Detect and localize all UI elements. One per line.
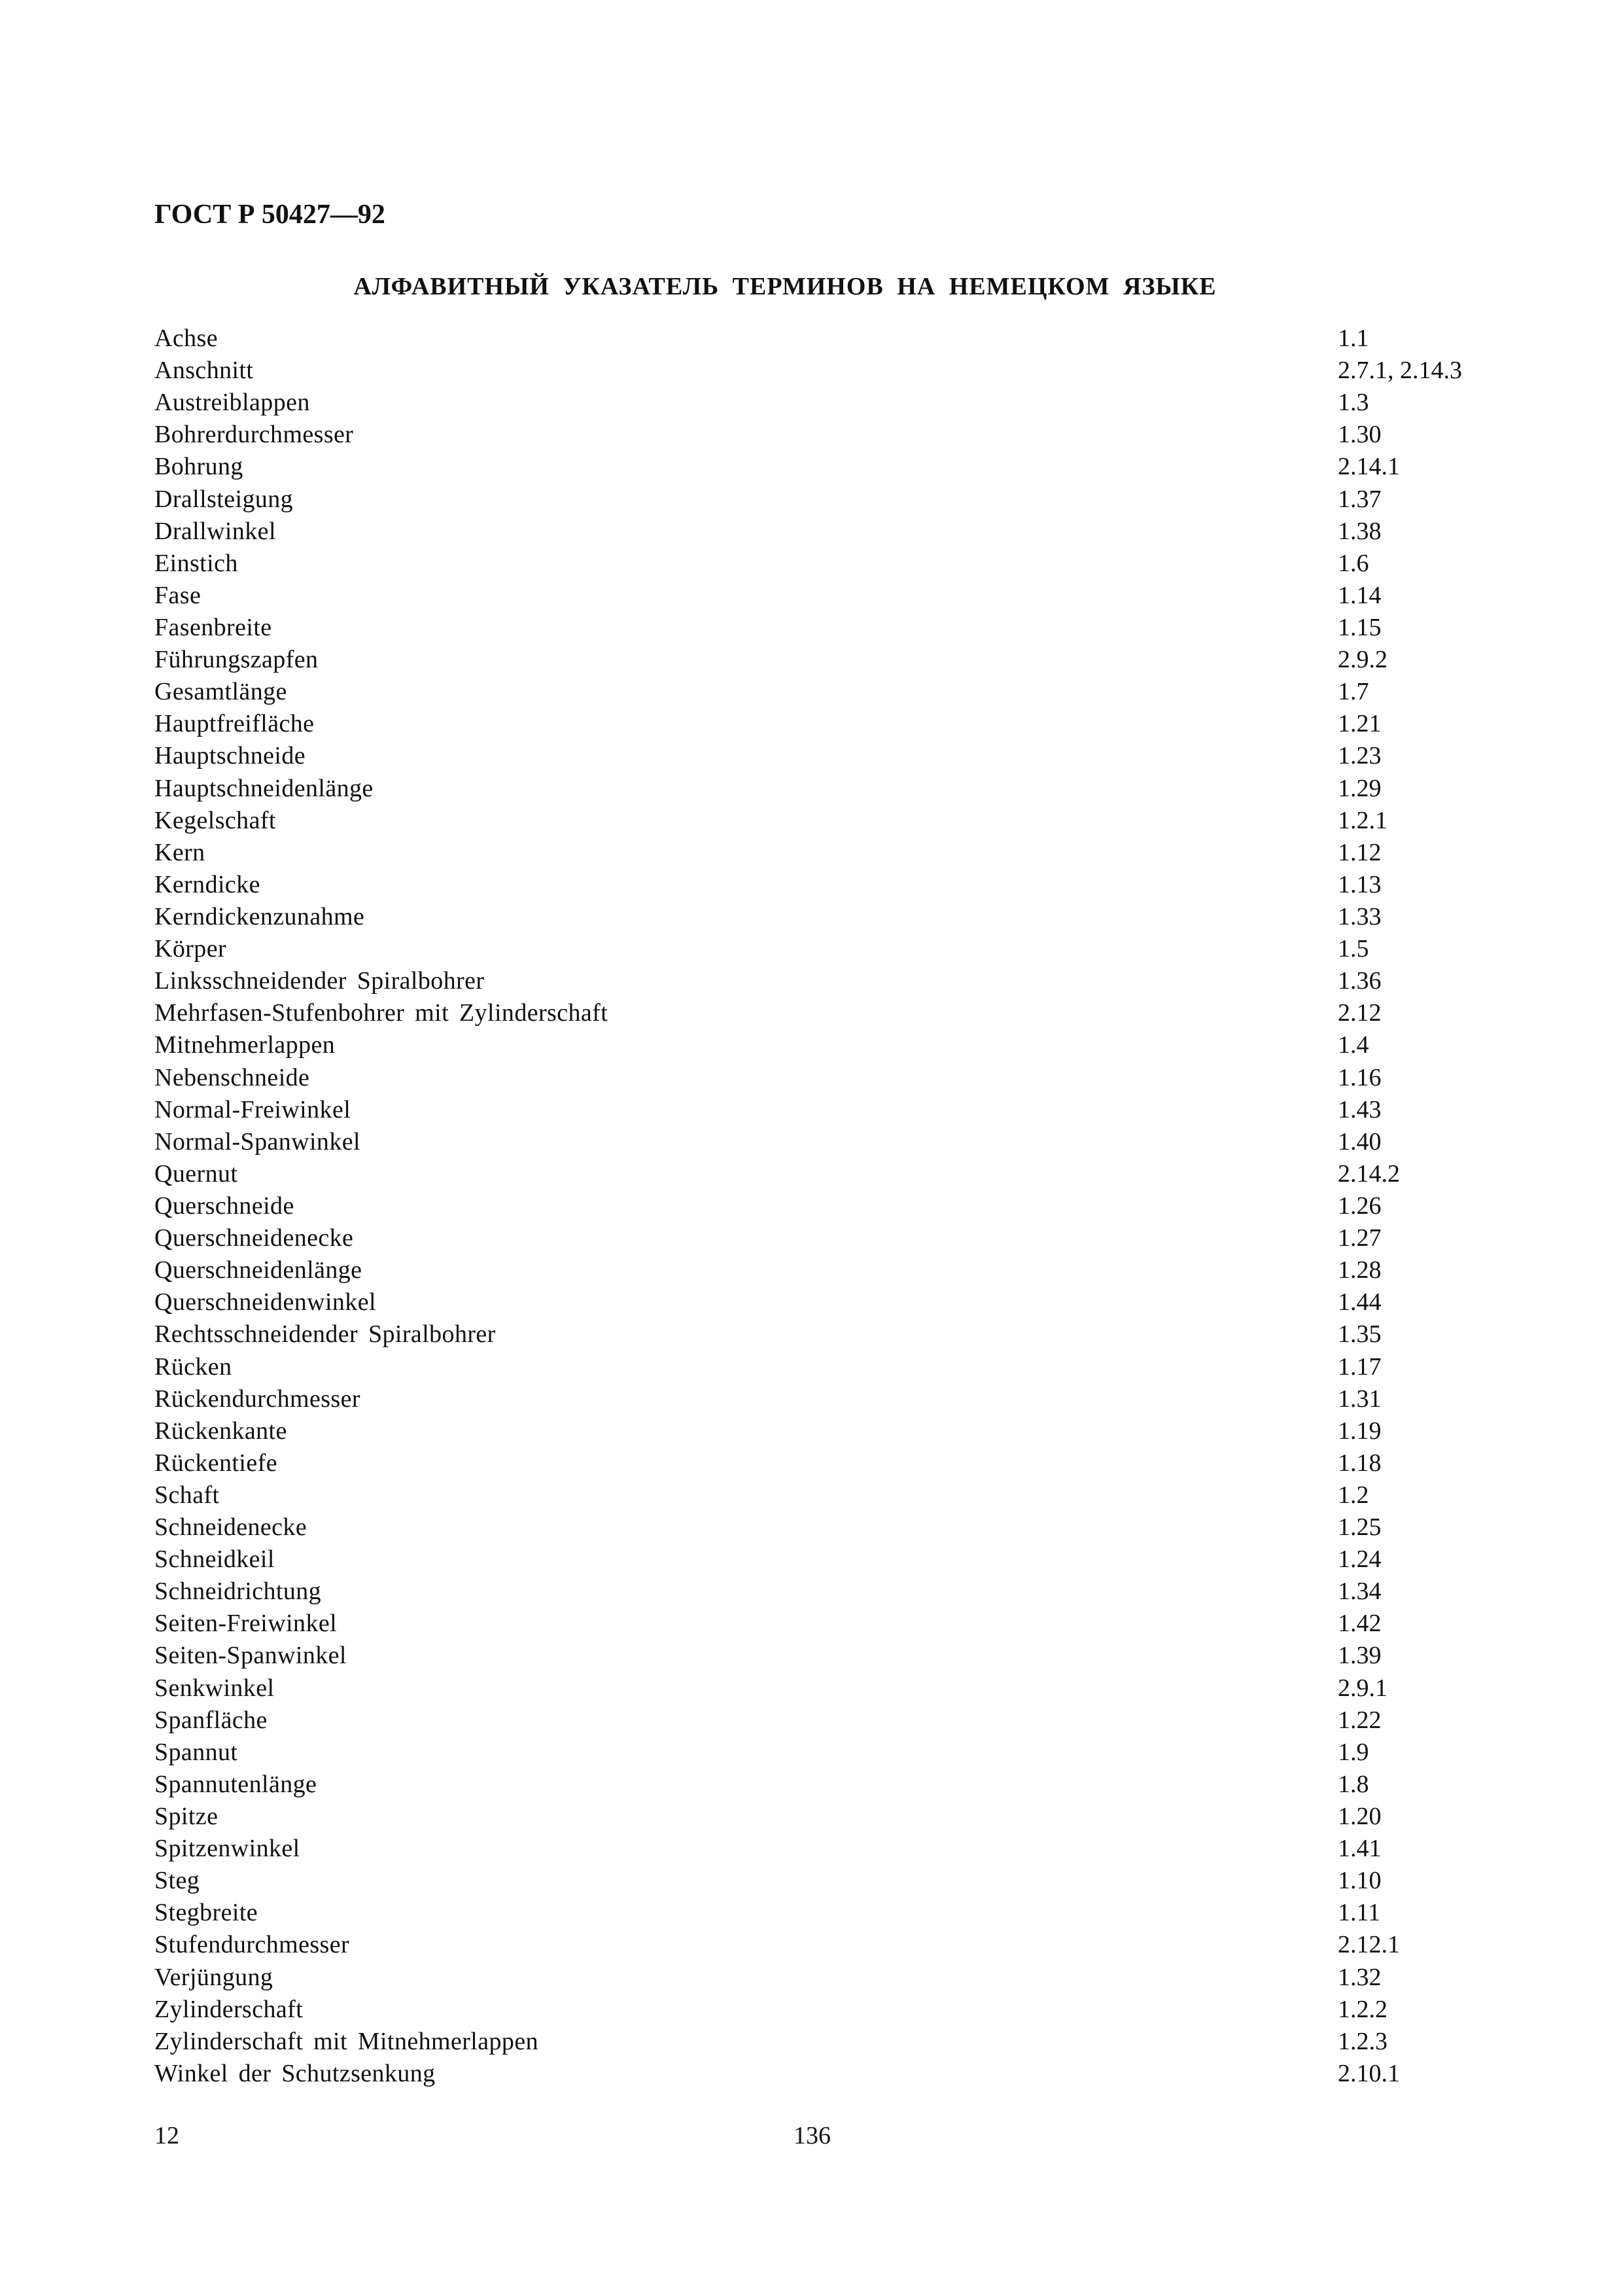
term-row: [154, 516, 1528, 548]
term-name: Querschneidenecke: [154, 1224, 354, 1252]
term-name: Achse: [154, 325, 218, 352]
term-name: Kern: [154, 838, 205, 866]
term-reference: 1.5: [1338, 935, 1369, 963]
term-name: Schaft: [154, 1481, 220, 1509]
term-reference: 1.26: [1338, 1192, 1382, 1220]
term-name: Spitzenwinkel: [154, 1835, 300, 1863]
index-title: АЛФАВИТНЫЙ УКАЗАТЕЛЬ ТЕРМИНОВ НА НЕМЕЦКОМ ЯЗЫКЕ: [353, 273, 1217, 300]
term-name: Rückendurchmesser: [154, 1385, 360, 1413]
term-name: Austreiblappen: [154, 389, 310, 417]
term-row: [154, 1865, 1528, 1897]
term-name: Rückenkante: [154, 1417, 287, 1445]
term-reference: 1.39: [1338, 1642, 1382, 1670]
term-row: [154, 773, 1528, 805]
term-row: [154, 1029, 1528, 1061]
term-row: [154, 1318, 1528, 1351]
term-row: [154, 1897, 1528, 1929]
term-reference: 2.12.1: [1338, 1931, 1400, 1959]
term-name: Einstich: [154, 549, 238, 577]
term-row: [154, 1833, 1528, 1865]
term-reference: 1.33: [1338, 902, 1382, 930]
term-reference: 1.23: [1338, 742, 1382, 770]
term-row: [154, 355, 1528, 387]
term-row: [154, 1672, 1528, 1704]
term-reference: 1.10: [1338, 1867, 1382, 1895]
page-number: 136: [794, 2122, 831, 2149]
term-row: [154, 1801, 1528, 1833]
term-row: [154, 1962, 1528, 1994]
term-reference: 1.18: [1338, 1449, 1382, 1477]
term-row: [154, 612, 1528, 644]
term-reference: 1.2.1: [1338, 806, 1387, 834]
term-name: Mitnehmerlappen: [154, 1031, 336, 1059]
term-row: [154, 837, 1528, 869]
term-reference: 2.10.1: [1338, 2059, 1400, 2087]
term-row: [154, 2026, 1528, 2058]
term-reference: 1.15: [1338, 613, 1382, 641]
term-reference: 1.24: [1338, 1545, 1382, 1574]
term-name: Rückentiefe: [154, 1449, 277, 1477]
term-name: Kegelschaft: [154, 806, 276, 834]
term-row: [154, 548, 1528, 580]
term-row: [154, 740, 1528, 772]
term-reference: 1.2.2: [1338, 1995, 1387, 2023]
term-row: [154, 1704, 1528, 1737]
document-code: ГОСТ Р 50427—92: [154, 200, 385, 230]
term-reference: 1.43: [1338, 1095, 1382, 1123]
term-reference: 1.27: [1338, 1224, 1382, 1252]
term-name: Verjüngung: [154, 1963, 273, 1991]
term-row: [154, 419, 1528, 451]
term-row: [154, 1447, 1528, 1479]
term-name: Nebenschneide: [154, 1063, 310, 1091]
term-name: Winkel der Schutzsenkung: [154, 2059, 436, 2087]
term-reference: 1.14: [1338, 581, 1382, 609]
term-name: Hauptfreifläche: [154, 710, 315, 738]
term-name: Mehrfasen-Stufenbohrer mit Zylinderschaft: [154, 999, 608, 1027]
term-row: [154, 1737, 1528, 1769]
term-reference: 1.29: [1338, 774, 1382, 802]
term-row: [154, 644, 1528, 676]
term-row: [154, 1576, 1528, 1608]
term-reference: 1.41: [1338, 1835, 1382, 1863]
term-reference: 1.35: [1338, 1320, 1382, 1349]
term-index-list: [154, 323, 1528, 2090]
term-row: [154, 1608, 1528, 1640]
term-row: [154, 1286, 1528, 1318]
term-row: [154, 1351, 1528, 1383]
term-name: Fase: [154, 581, 201, 609]
term-name: Bohrerdurchmesser: [154, 421, 354, 449]
term-reference: 1.9: [1338, 1738, 1369, 1766]
term-name: Linksschneidender Spiralbohrer: [154, 967, 485, 995]
term-row: [154, 1062, 1528, 1094]
term-name: Führungszapfen: [154, 646, 319, 674]
term-row: [154, 387, 1528, 419]
term-reference: 2.14.1: [1338, 453, 1400, 481]
term-reference: 1.8: [1338, 1770, 1369, 1798]
term-reference: 1.25: [1338, 1513, 1382, 1542]
term-name: Hauptschneidenlänge: [154, 774, 374, 802]
term-name: Spannutenlänge: [154, 1770, 317, 1798]
term-row: [154, 1158, 1528, 1190]
term-reference: 1.28: [1338, 1256, 1382, 1284]
term-row: [154, 901, 1528, 933]
term-name: Drallsteigung: [154, 485, 294, 513]
term-row: [154, 484, 1528, 516]
term-name: Gesamtlänge: [154, 678, 287, 706]
term-row: [154, 323, 1528, 355]
term-row: [154, 869, 1528, 901]
term-row: [154, 1222, 1528, 1254]
term-reference: 1.16: [1338, 1063, 1382, 1091]
term-reference: 2.7.1, 2.14.3: [1338, 357, 1462, 385]
term-name: Körper: [154, 935, 227, 963]
term-reference: 1.34: [1338, 1578, 1382, 1606]
term-name: Zylinderschaft mit Mitnehmerlappen: [154, 2027, 538, 2055]
term-row: [154, 1929, 1528, 1961]
term-reference: 2.9.1: [1338, 1674, 1387, 1702]
term-reference: 1.6: [1338, 549, 1369, 577]
term-row: [154, 1511, 1528, 1544]
term-reference: 1.38: [1338, 517, 1382, 545]
term-name: Anschnitt: [154, 357, 254, 385]
term-row: [154, 1769, 1528, 1801]
term-reference: 1.37: [1338, 485, 1382, 513]
term-row: [154, 1094, 1528, 1126]
term-row: [154, 1544, 1528, 1576]
term-reference: 1.3: [1338, 389, 1369, 417]
term-name: Hauptschneide: [154, 742, 306, 770]
term-name: Schneidenecke: [154, 1513, 307, 1542]
term-row: [154, 1640, 1528, 1672]
term-reference: 1.12: [1338, 838, 1382, 866]
term-reference: 1.17: [1338, 1352, 1382, 1381]
term-row: [154, 1126, 1528, 1158]
term-name: Fasenbreite: [154, 613, 272, 641]
term-name: Stegbreite: [154, 1899, 258, 1927]
term-row: [154, 2058, 1528, 2090]
term-name: Spanfläche: [154, 1706, 268, 1734]
term-row: [154, 1254, 1528, 1286]
term-row: [154, 1994, 1528, 2026]
term-reference: 1.13: [1338, 870, 1382, 898]
term-name: Querschneidenlänge: [154, 1256, 362, 1284]
term-name: Kerndickenzunahme: [154, 902, 365, 930]
term-row: [154, 965, 1528, 997]
term-row: [154, 676, 1528, 708]
term-name: Schneidkeil: [154, 1545, 275, 1574]
term-name: Senkwinkel: [154, 1674, 275, 1702]
term-name: Querschneide: [154, 1192, 294, 1220]
term-name: Schneidrichtung: [154, 1578, 322, 1606]
term-row: [154, 805, 1528, 837]
term-name: Spannut: [154, 1738, 238, 1766]
term-reference: 1.30: [1338, 421, 1382, 449]
term-name: Drallwinkel: [154, 517, 276, 545]
term-reference: 1.22: [1338, 1706, 1382, 1734]
term-row: [154, 1479, 1528, 1511]
term-reference: 1.21: [1338, 710, 1382, 738]
term-reference: 1.11: [1338, 1899, 1381, 1927]
term-name: Querschneidenwinkel: [154, 1288, 376, 1316]
term-name: Quernut: [154, 1159, 238, 1188]
term-reference: 2.9.2: [1338, 646, 1387, 674]
term-name: Zylinderschaft: [154, 1995, 304, 2023]
term-reference: 2.12: [1338, 999, 1382, 1027]
term-name: Spitze: [154, 1803, 218, 1831]
term-reference: 1.36: [1338, 967, 1382, 995]
term-name: Rechtsschneidender Spiralbohrer: [154, 1320, 496, 1349]
term-reference: 1.20: [1338, 1803, 1382, 1831]
term-reference: 1.31: [1338, 1385, 1382, 1413]
term-row: [154, 1415, 1528, 1447]
term-row: [154, 451, 1528, 483]
term-name: Normal-Spanwinkel: [154, 1127, 360, 1156]
term-name: Seiten-Freiwinkel: [154, 1610, 338, 1638]
term-reference: 1.7: [1338, 678, 1369, 706]
term-name: Rücken: [154, 1352, 232, 1381]
term-reference: 1.2.3: [1338, 2027, 1387, 2055]
term-reference: 1.44: [1338, 1288, 1382, 1316]
term-row: [154, 933, 1528, 965]
term-reference: 1.32: [1338, 1963, 1382, 1991]
term-row: [154, 1190, 1528, 1222]
term-name: Seiten-Spanwinkel: [154, 1642, 347, 1670]
term-reference: 1.40: [1338, 1127, 1382, 1156]
term-reference: 1.19: [1338, 1417, 1382, 1445]
term-reference: 1.42: [1338, 1610, 1382, 1638]
term-row: [154, 708, 1528, 740]
term-reference: 1.1: [1338, 325, 1369, 352]
term-reference: 2.14.2: [1338, 1159, 1400, 1188]
term-row: [154, 997, 1528, 1029]
term-reference: 1.4: [1338, 1031, 1369, 1059]
term-reference: 1.2: [1338, 1481, 1369, 1509]
section-page-number: 12: [154, 2122, 179, 2149]
term-name: Stufendurchmesser: [154, 1931, 350, 1959]
term-name: Steg: [154, 1867, 200, 1895]
term-name: Normal-Freiwinkel: [154, 1095, 351, 1123]
term-name: Kerndicke: [154, 870, 260, 898]
term-row: [154, 1383, 1528, 1415]
term-row: [154, 580, 1528, 612]
term-name: Bohrung: [154, 453, 243, 481]
